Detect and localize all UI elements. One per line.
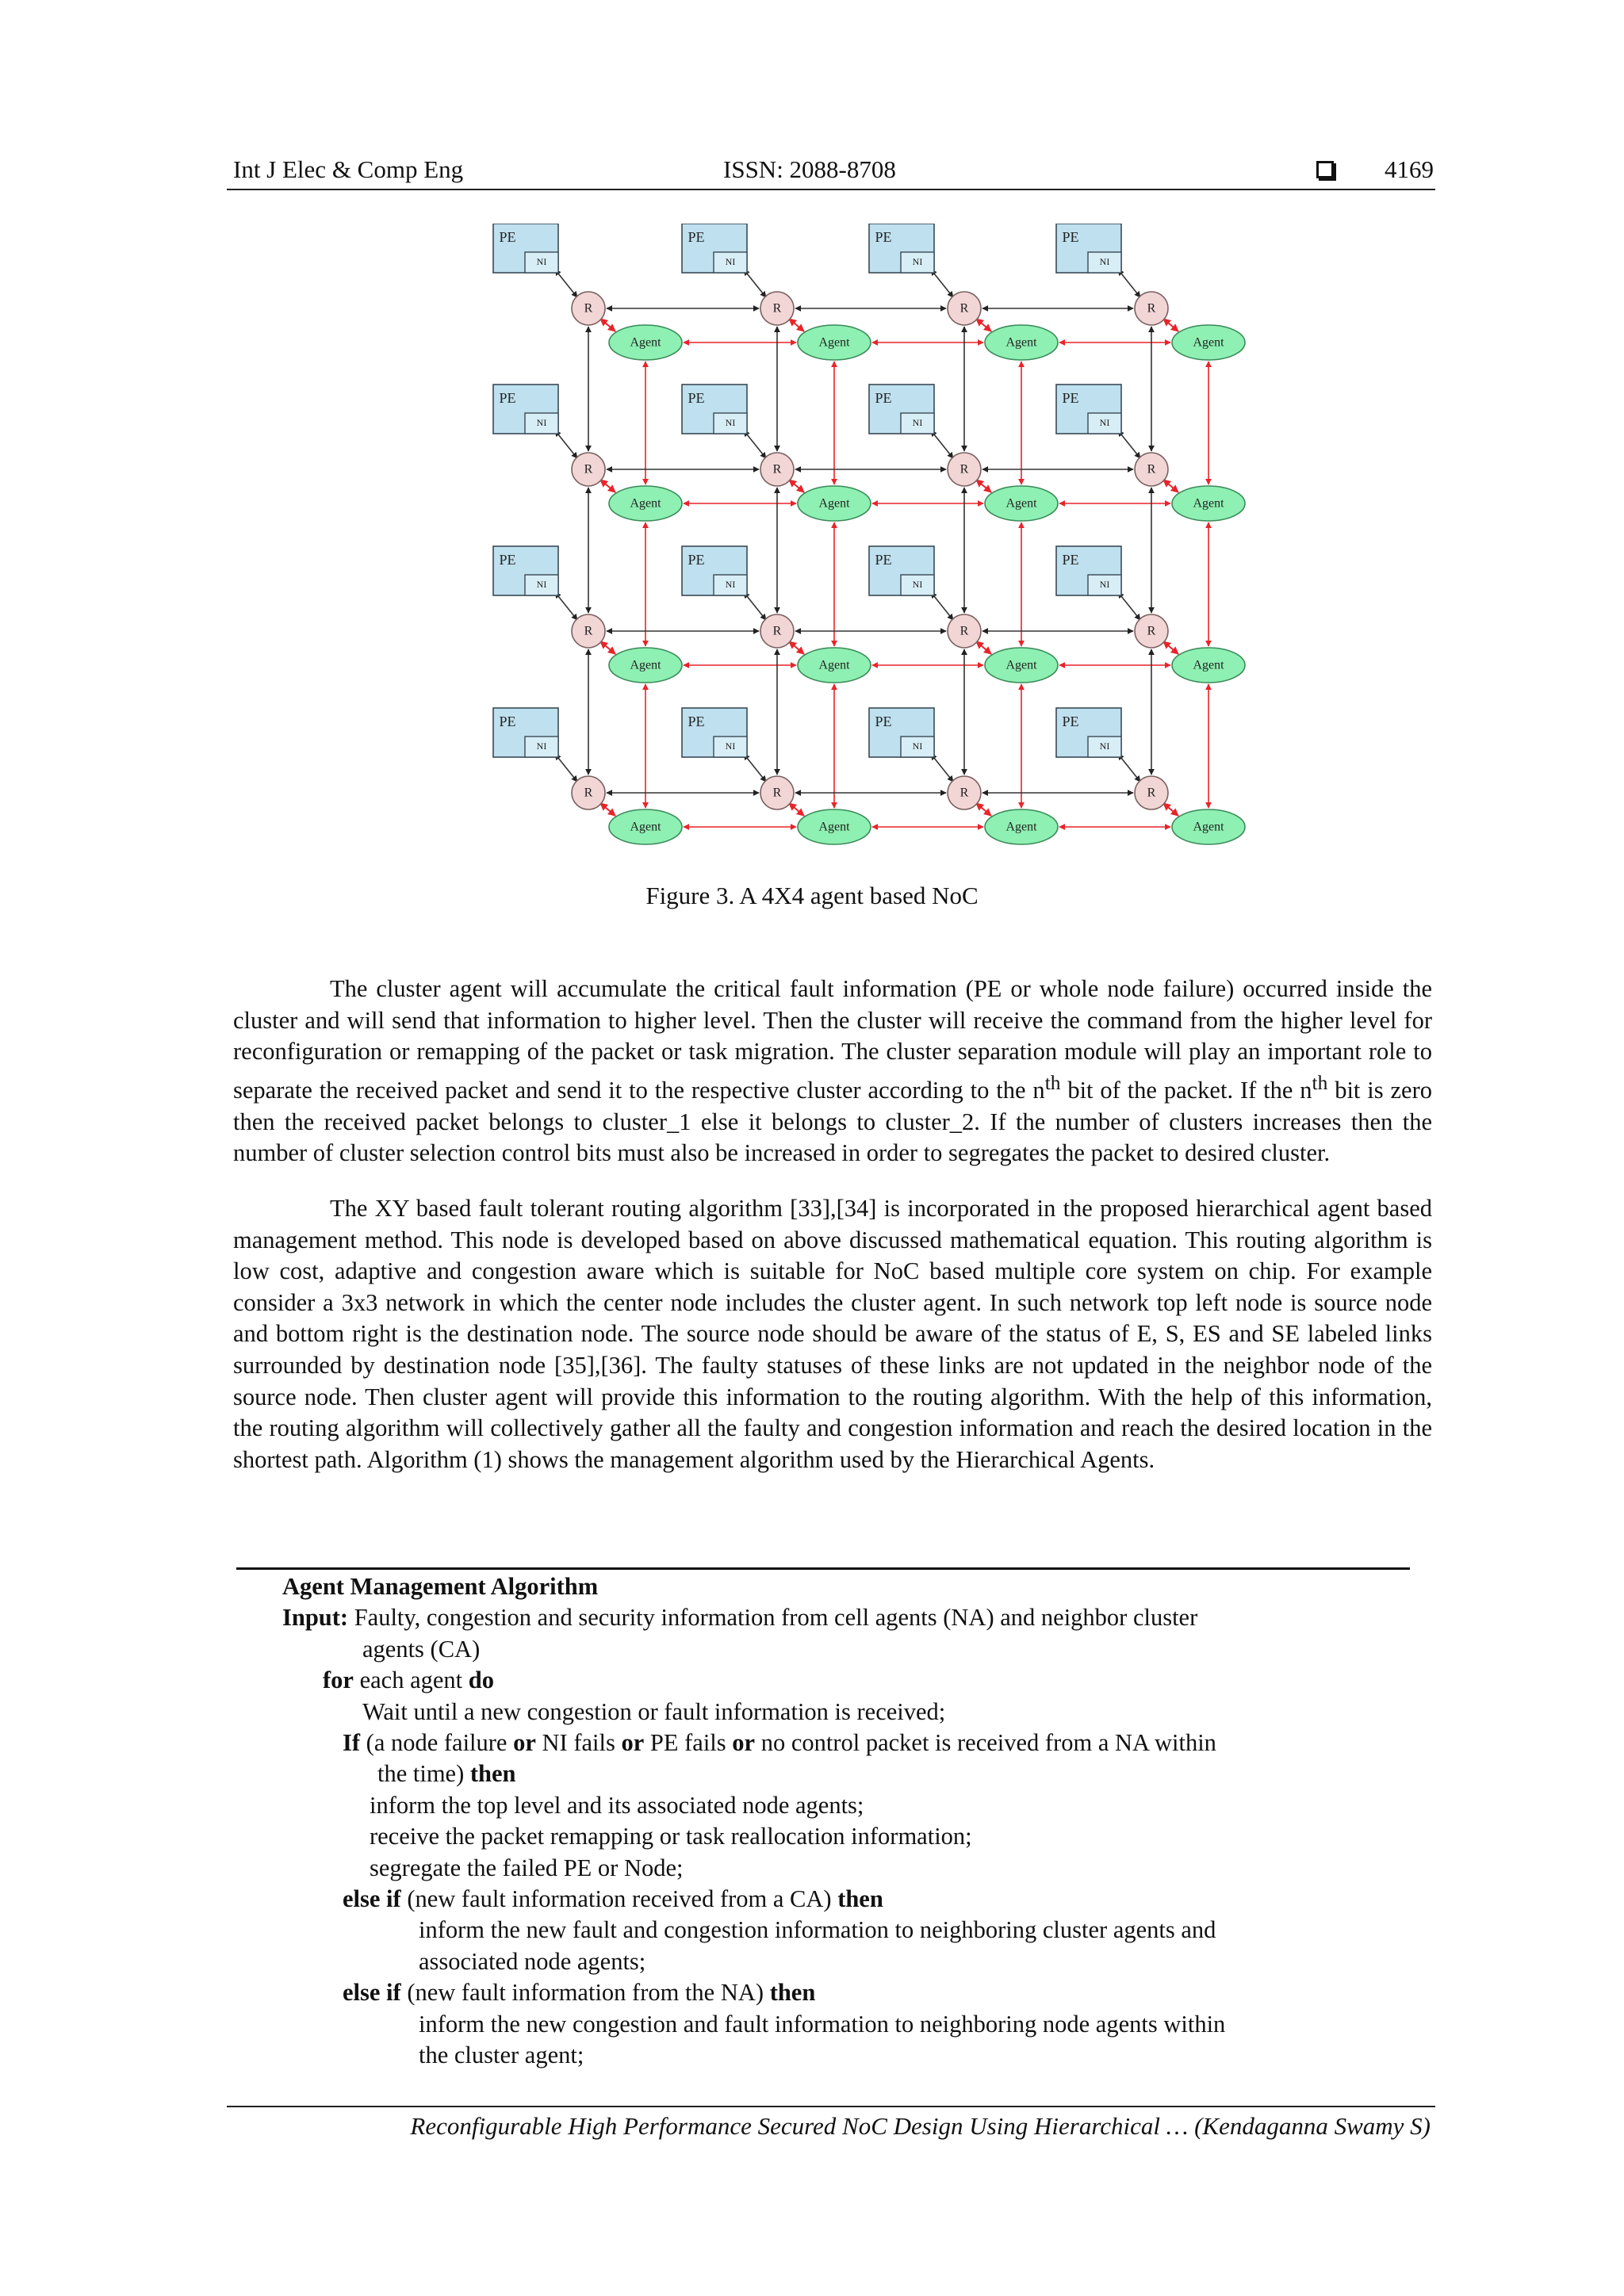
ni-label-r2c0: NI xyxy=(536,578,547,590)
router-label-r2c2: R xyxy=(959,624,969,638)
agent-label-r3c0: Agent xyxy=(630,820,661,834)
nodes-layer xyxy=(493,224,1245,844)
figure-caption: Figure 3. A 4X4 agent based NoC xyxy=(645,882,979,909)
pe-router-link-r2c3 xyxy=(1118,592,1140,620)
agent-label-r0c2: Agent xyxy=(1005,335,1037,350)
algorithm-elseif-2-action-a: inform the new congestion and fault information to neighboring node agents within xyxy=(419,2010,1226,2038)
algorithm-input-cont: agents (CA) xyxy=(362,1635,481,1663)
ni-label-r0c2: NI xyxy=(912,255,923,267)
ni-label-r3c3: NI xyxy=(1099,740,1110,752)
agent-label-r3c3: Agent xyxy=(1193,820,1224,834)
router-label-r2c1: R xyxy=(772,624,782,638)
agent-label-r3c1: Agent xyxy=(818,820,850,834)
pe-label-r0c3: PE xyxy=(1062,229,1079,246)
running-head-issn: ISSN: 2088-8708 xyxy=(723,155,896,183)
ni-label-r0c1: NI xyxy=(725,255,736,267)
noc-figure xyxy=(485,224,1247,858)
router-agent-link-r3c2 xyxy=(976,803,991,816)
paragraph-2 xyxy=(233,1193,1432,1475)
paragraph-2-text: The XY based fault tolerant routing algorithm [33],[34] is incorporated in the proposed hierarchical agent based management method. This node is developed based on above discussed mathematical equation. This routing algorithm is low cost, adaptive and congestion aware which is suitable for NoC based multiple core system on chip. For example consider a 3x3 network in which the center node includes the cluster agent. In such network top left node is source node and bottom right is the destination node. The source node should be aware of the status of E, S, ES and SE labeled links surrounded by destination node [35],[36]. The faulty statuses of these links are not updated in the neighbor node of the source node. Then cluster agent will provide this information to the routing algorithm. With the help of this information, the routing algorithm will collectively gather all the faulty and congestion information and reach the desired location in the shortest path. Algorithm (1) shows the management algorithm used by the Hierarchical Agents. xyxy=(233,1195,1432,1473)
router-label-r0c1: R xyxy=(772,301,782,316)
agent-label-r0c3: Agent xyxy=(1193,335,1224,350)
pe-router-link-r2c2 xyxy=(931,592,953,620)
router-agent-link-r2c1 xyxy=(789,641,804,654)
router-agent-link-r2c0 xyxy=(600,641,615,654)
router-label-r0c2: R xyxy=(959,301,969,316)
pe-router-link-r2c1 xyxy=(744,592,766,620)
algorithm-elseif-2: else if (new fault information from the NA) then xyxy=(343,1979,816,2007)
agent-label-r1c0: Agent xyxy=(630,496,661,511)
pe-label-r3c1: PE xyxy=(688,714,705,730)
algorithm-action-3: segregate the failed PE or Node; xyxy=(370,1854,684,1881)
algorithm-top-rule xyxy=(236,1567,1410,1570)
router-agent-link-r3c1 xyxy=(789,803,804,816)
pe-router-link-r0c1 xyxy=(744,270,766,297)
agent-label-r2c1: Agent xyxy=(818,658,850,672)
router-label-r0c0: R xyxy=(584,301,593,316)
router-agent-link-r3c3 xyxy=(1163,803,1178,816)
pe-router-link-r3c2 xyxy=(931,754,953,782)
ni-label-r1c0: NI xyxy=(536,416,547,428)
algorithm-elseif-2-action-b: the cluster agent; xyxy=(419,2042,584,2069)
algorithm-action-2: receive the packet remapping or task reallocation information; xyxy=(370,1823,972,1850)
router-agent-link-r0c1 xyxy=(789,319,804,331)
router-agent-link-r1c3 xyxy=(1163,480,1178,492)
pe-router-link-r0c2 xyxy=(931,270,953,297)
pe-router-link-r0c3 xyxy=(1118,270,1140,297)
pe-label-r2c3: PE xyxy=(1062,552,1079,568)
agent-label-r2c3: Agent xyxy=(1193,658,1224,672)
ni-label-r1c2: NI xyxy=(912,416,923,428)
running-head-page xyxy=(1316,155,1434,184)
router-label-r1c1: R xyxy=(772,462,782,476)
algorithm-title: Agent Management Algorithm xyxy=(282,1573,599,1600)
superscript-th-1: th xyxy=(1044,1071,1061,1094)
ni-label-r3c1: NI xyxy=(725,740,736,752)
pe-label-r3c3: PE xyxy=(1062,714,1079,730)
pe-label-r1c3: PE xyxy=(1062,390,1079,407)
pe-router-link-r0c0 xyxy=(555,270,577,297)
page-number: 4169 xyxy=(1385,155,1434,183)
agent-label-r3c2: Agent xyxy=(1005,820,1037,834)
router-label-r3c3: R xyxy=(1147,786,1156,800)
paragraph-1 xyxy=(233,974,1432,1169)
algorithm-elseif-1-action-b: associated node agents; xyxy=(419,1947,646,1975)
router-label-r3c1: R xyxy=(772,786,782,800)
router-agent-link-r1c1 xyxy=(789,480,804,492)
pe-label-r3c2: PE xyxy=(875,714,892,730)
pe-label-r1c2: PE xyxy=(875,390,892,407)
router-label-r2c3: R xyxy=(1147,624,1156,638)
agent-label-r0c1: Agent xyxy=(818,335,850,350)
ni-label-r2c1: NI xyxy=(725,578,736,590)
agent-label-r0c0: Agent xyxy=(630,335,661,350)
paragraph-1-part-3: bit is zero then the received packet belongs to cluster_1 else it belongs to cluster_2. If the number of clusters increases then the number of cluster selection control bits must also be increased in order to segregates the packet to desired cluster. xyxy=(233,1076,1432,1167)
pe-label-r0c0: PE xyxy=(499,229,516,246)
square-bullet-icon xyxy=(1316,161,1334,178)
pe-router-link-r2c0 xyxy=(555,592,577,620)
algorithm-if-line: If (a node failure or NI fails or PE fails or no control packet is received from a NA within xyxy=(343,1729,1216,1757)
pe-label-r0c1: PE xyxy=(688,229,705,246)
agent-label-r1c3: Agent xyxy=(1193,496,1224,511)
pe-label-r2c2: PE xyxy=(875,552,892,568)
algorithm-for-line: for each agent do xyxy=(323,1667,494,1694)
router-agent-link-r0c2 xyxy=(976,319,991,331)
algorithm-if-cont: the time) then xyxy=(377,1760,516,1788)
ni-label-r1c1: NI xyxy=(725,416,736,428)
pe-label-r2c0: PE xyxy=(499,552,516,568)
pe-label-r2c1: PE xyxy=(688,552,705,568)
algorithm-input: Input: Faulty, congestion and security information from cell agents (NA) and neighbor cluster xyxy=(282,1604,1198,1632)
pe-router-link-r1c0 xyxy=(555,430,577,458)
pe-router-link-r3c1 xyxy=(744,754,766,782)
router-agent-link-r1c0 xyxy=(600,480,615,492)
ni-label-r2c2: NI xyxy=(912,578,923,590)
router-label-r1c0: R xyxy=(584,462,593,476)
router-label-r2c0: R xyxy=(584,624,593,638)
running-head-journal: Int J Elec & Comp Eng xyxy=(233,155,464,183)
router-agent-link-r0c0 xyxy=(600,319,615,331)
ni-label-r1c3: NI xyxy=(1099,416,1110,428)
pe-router-link-r1c2 xyxy=(931,430,953,458)
paragraph-1-part-1: The cluster agent will accumulate the critical fault information (PE or whole node failure) occurred inside the cluster and will send that information to higher level. Then the cluster will receive the command from the higher level for reconfiguration or remapping of the packet or task migration. The cluster separation module will play an important role to separate the received packet and send it to the respective cluster according to the n xyxy=(233,975,1432,1104)
pe-router-link-r1c3 xyxy=(1118,430,1140,458)
algorithm-action-1: inform the top level and its associated node agents; xyxy=(370,1791,864,1819)
router-label-r0c3: R xyxy=(1147,301,1156,316)
router-agent-link-r0c3 xyxy=(1163,319,1178,331)
router-agent-link-r1c2 xyxy=(976,480,991,492)
pe-router-link-r3c0 xyxy=(555,754,577,782)
ni-label-r2c3: NI xyxy=(1099,578,1110,590)
paragraph-1-part-2: bit of the packet. If the n xyxy=(1060,1076,1312,1104)
router-label-r1c2: R xyxy=(959,462,969,476)
superscript-th-2: th xyxy=(1312,1071,1328,1094)
router-label-r3c0: R xyxy=(584,786,593,800)
router-label-r3c2: R xyxy=(959,786,969,800)
algorithm-wait-line: Wait until a new congestion or fault information is received; xyxy=(362,1697,946,1725)
algorithm-elseif-1: else if (new fault information received from a CA) then xyxy=(343,1885,883,1913)
footer-rule xyxy=(227,2106,1435,2107)
header-rule xyxy=(227,189,1435,190)
algorithm-elseif-1-action-a: inform the new fault and congestion information to neighboring cluster agents and xyxy=(419,1916,1216,1944)
router-agent-link-r3c0 xyxy=(600,803,615,816)
router-agent-link-r2c3 xyxy=(1163,641,1178,654)
router-label-r1c3: R xyxy=(1147,462,1156,476)
ni-label-r3c2: NI xyxy=(912,740,923,752)
ni-label-r3c0: NI xyxy=(536,740,547,752)
running-footer: Reconfigurable High Performance Secured NoC Design Using Hierarchical … (Kendaganna Swamy S) xyxy=(410,2112,1431,2140)
agent-label-r1c2: Agent xyxy=(1005,496,1037,511)
pe-label-r1c0: PE xyxy=(499,390,516,407)
algorithm-block xyxy=(282,1571,1225,2072)
pe-label-r1c1: PE xyxy=(688,390,705,407)
pe-router-link-r1c1 xyxy=(744,430,766,458)
agent-label-r1c1: Agent xyxy=(818,496,850,511)
ni-label-r0c0: NI xyxy=(536,255,547,267)
agent-label-r2c0: Agent xyxy=(630,658,661,672)
ni-label-r0c3: NI xyxy=(1099,255,1110,267)
pe-label-r0c2: PE xyxy=(875,229,892,246)
agent-label-r2c2: Agent xyxy=(1005,658,1037,672)
pe-router-link-r3c3 xyxy=(1118,754,1140,782)
pe-label-r3c0: PE xyxy=(499,714,516,730)
router-agent-link-r2c2 xyxy=(976,641,991,654)
